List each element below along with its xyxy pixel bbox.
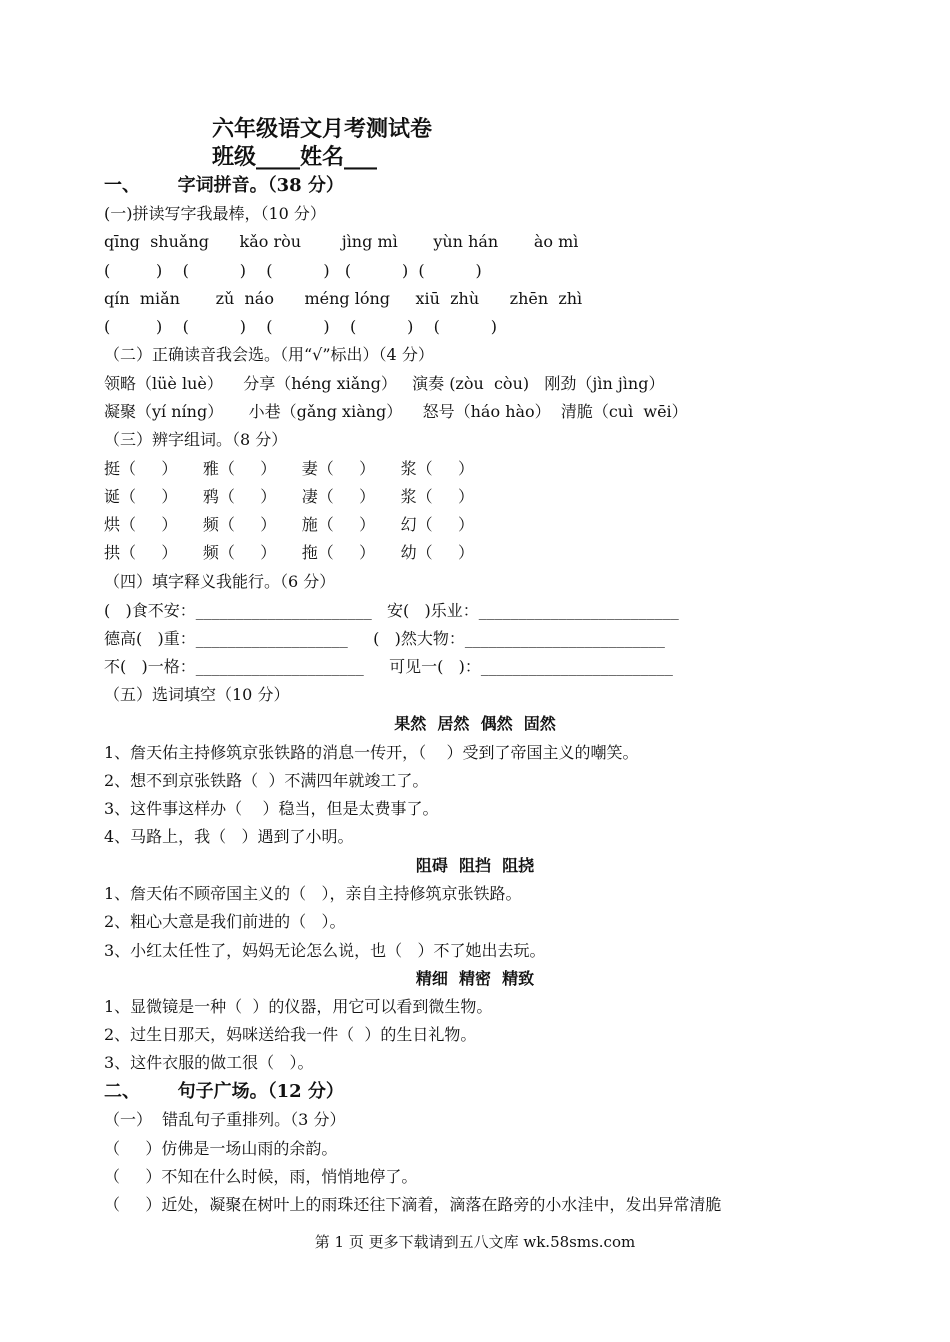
fill-item: 2、想不到京张铁路（ ）不满四年就竣工了。 — [104, 771, 429, 790]
pronunciation-row-1: 领略（lüè luè） 分享（héng xiǎng） 演奏 (zòu còu) 刚劲（jìn jìng） — [104, 374, 665, 393]
word-group-row: 诞（ ） 鸦（ ） 凄（ ） 浆（ ） — [104, 487, 475, 506]
section-2-heading: 二、 句子广场。（12 分） — [104, 1081, 344, 1102]
pinyin-row-1: qīng shuǎng kǎo ròu jìng mì yùn hán ào mì — [104, 232, 579, 251]
blanks-row-1: ( ) ( ) ( ) ( ) ( ) — [104, 261, 482, 280]
section-1e-heading: （五）选词填空（10 分） — [104, 685, 290, 704]
word-choice-group-2: 阻碍 阻挡 阻挠 — [415, 856, 535, 875]
section-1c-heading: （三）辨字组词。（8 分） — [104, 430, 288, 449]
fill-item: 1、显微镜是一种（ ）的仪器，用它可以看到微生物。 — [104, 997, 493, 1016]
word-choice-group-1: 果然 居然 偶然 固然 — [394, 714, 556, 733]
pronunciation-row-2: 凝聚（yí níng） 小巷（gǎng xiàng） 怒号（háo hào） 清脆（cuì wēi） — [104, 402, 688, 421]
fill-item: 3、小红太任性了，妈妈无论怎么说，也（ ）不了她出去玩。 — [104, 941, 546, 960]
word-group-row: 烘（ ） 频（ ） 施（ ） 幻（ ） — [104, 515, 475, 534]
section-1d-heading: （四）填字释义我能行。（6 分） — [104, 572, 336, 591]
word-group-row: 拱（ ） 频（ ） 拖（ ） 幼（ ） — [104, 543, 475, 562]
page-footer: 第 1 页 更多下载请到五八文库 wk.58sms.com — [314, 1233, 636, 1251]
idiom-row: 德高( )重：___________________ ( )然大物：_________________________ — [104, 629, 665, 648]
sentence-item: （ ）不知在什么时候，雨，悄悄地停了。 — [104, 1167, 418, 1186]
idiom-row: 不( )一格：_____________________ 可见一( )：________________________ — [104, 657, 673, 676]
sentence-item: （ ）仿佛是一场山雨的余韵。 — [104, 1139, 338, 1158]
pinyin-row-2: qín miǎn zǔ náo méng lóng xiū zhù zhēn zhì — [104, 289, 583, 308]
section-1b-heading: （二）正确读音我会选。（用“√”标出）（4 分） — [104, 345, 434, 364]
idiom-row: ( )食不安：______________________ 安( )乐业：_________________________ — [104, 601, 679, 620]
page-title: 六年级语文月考测试卷 — [212, 116, 433, 142]
blanks-row-2: ( ) ( ) ( ) ( ) ( ) — [104, 317, 498, 336]
fill-item: 3、这件衣服的做工很（ ）。 — [104, 1053, 314, 1072]
section-1-heading: 一、 字词拼音。（38 分） — [104, 175, 344, 196]
sentence-item: （ ）近处，凝聚在树叶上的雨珠还往下滴着，滴落在路旁的小水洼中，发出异常清脆 — [104, 1195, 722, 1214]
fill-item: 3、这件事这样办（ ）稳当，但是太费事了。 — [104, 799, 439, 818]
fill-item: 1、詹天佑主持修筑京张铁路的消息一传开，（ ）受到了帝国主义的嘲笑。 — [104, 743, 639, 762]
section-2a-heading: （一） 错乱句子重排列。（3 分） — [104, 1110, 346, 1129]
class-name-line: 班级____姓名___ — [212, 144, 378, 170]
word-group-row: 挺（ ） 雅（ ） 妻（ ） 浆（ ） — [104, 459, 475, 478]
fill-item: 2、粗心大意是我们前进的（ ）。 — [104, 912, 346, 931]
section-1a-heading: (一)拼读写字我最棒，（10 分） — [104, 204, 326, 223]
word-choice-group-3: 精细 精密 精致 — [415, 969, 535, 988]
fill-item: 4、马路上，我（ ）遇到了小明。 — [104, 827, 354, 846]
fill-item: 2、过生日那天，妈咪送给我一件（ ）的生日礼物。 — [104, 1025, 477, 1044]
fill-item: 1、詹天佑不顾帝国主义的（ ），亲自主持修筑京张铁路。 — [104, 884, 522, 903]
